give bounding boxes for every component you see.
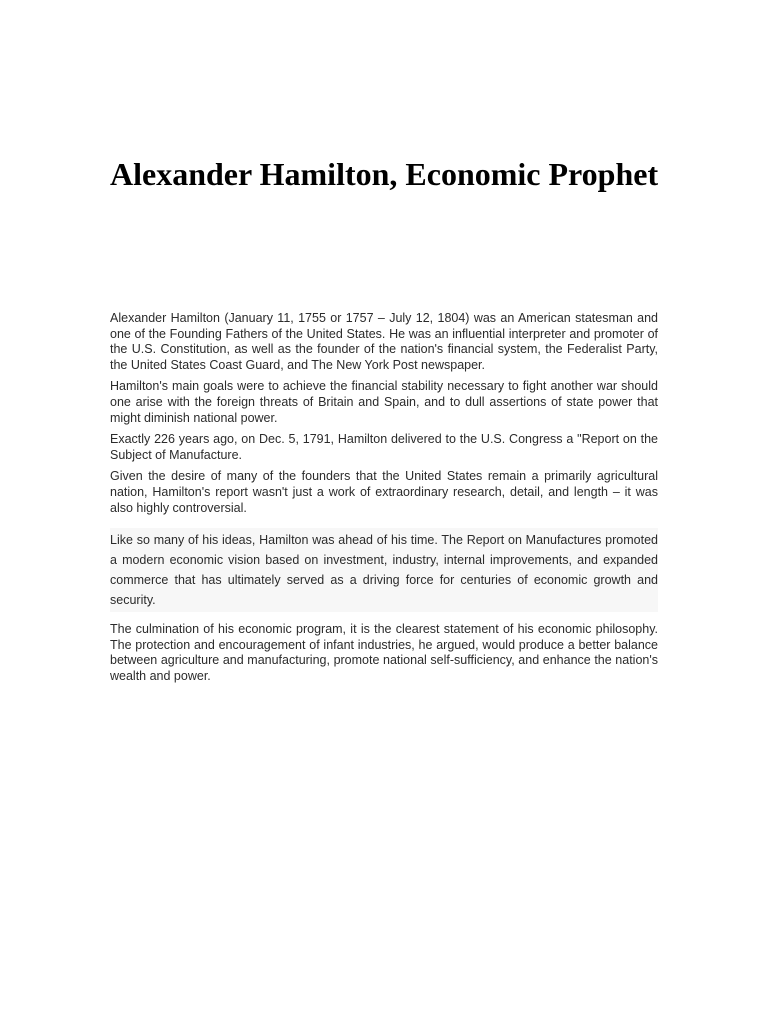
paragraph-culmination: The culmination of his economic program, it is the clearest statement of his economic philosophy. The protection and encouragement of infant industries, he argued, would produce a better balance between agriculture and manufacturing, promote national self-sufficiency, and enhance the nation's wealth and power. bbox=[110, 622, 658, 683]
paragraph-goals: Hamilton's main goals were to achieve the financial stability necessary to fight another war should one arise with the foreign threats of Britain and Spain, and to dull assertions of state power that might diminish national power. bbox=[110, 379, 658, 425]
paragraph-ahead-of-time: Like so many of his ideas, Hamilton was ahead of his time. The Report on Manufactures promoted a modern economic vision based on investment, industry, internal improvements, and expanded commerce that has ultimately served as a driving force for centuries of economic growth and security. bbox=[110, 528, 658, 612]
paragraph-controversy: Given the desire of many of the founders that the United States remain a primarily agricultural nation, Hamilton's report wasn't just a work of extraordinary research, detail, and length – it was also highly controversial. bbox=[110, 469, 658, 515]
document-body bbox=[110, 311, 658, 691]
document-title: Alexander Hamilton, Economic Prophet bbox=[110, 156, 659, 192]
paragraph-intro: Alexander Hamilton (January 11, 1755 or 1757 – July 12, 1804) was an American statesman and one of the Founding Fathers of the United States. He was an influential interpreter and promoter of the U.S. Constitution, as well as the founder of the nation's financial system, the Federalist Party, the United States Coast Guard, and The New York Post newspaper. bbox=[110, 311, 658, 372]
paragraph-report-date: Exactly 226 years ago, on Dec. 5, 1791, Hamilton delivered to the U.S. Congress a "Report on the Subject of Manufacture. bbox=[110, 432, 658, 462]
